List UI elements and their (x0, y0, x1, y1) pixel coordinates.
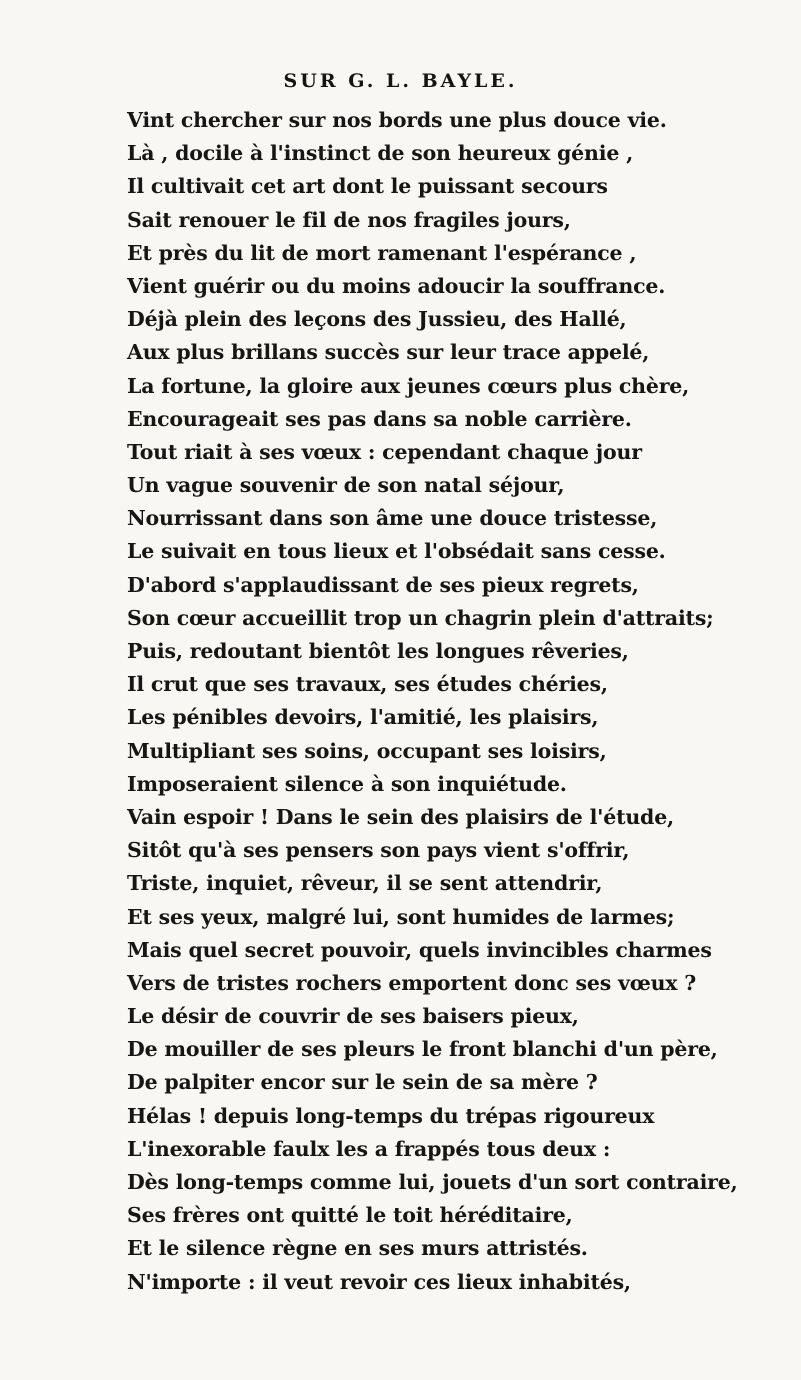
verse-line: N'importe : il veut revoir ces lieux inhabités, (127, 1269, 631, 1294)
verse-line: Mais quel secret pouvoir, quels invincibles charmes (127, 937, 712, 962)
verse-line: De palpiter encor sur le sein de sa mère ? (127, 1070, 598, 1095)
verse-line: La fortune, la gloire aux jeunes cœurs plus chère, (127, 373, 690, 398)
verse-line: Vers de tristes rochers emportent donc ses vœux ? (127, 970, 697, 995)
verse-line: Là , docile à l'instinct de son heureux génie , (127, 141, 634, 166)
verse-line: Le désir de couvrir de ses baisers pieux, (127, 1004, 579, 1029)
verse-line: Et ses yeux, malgré lui, sont humides de larmes; (127, 904, 675, 929)
verse-line: Vain espoir ! Dans le sein des plaisirs de l'étude, (127, 804, 674, 829)
verse-line: Déjà plein des leçons des Jussieu, des Hallé, (127, 307, 627, 332)
verse-line: Il crut que ses travaux, ses études chéries, (127, 672, 608, 697)
verse-line: De mouiller de ses pleurs le front blanchi d'un père, (127, 1037, 718, 1062)
verse-line: Sitôt qu'à ses pensers son pays vient s'offrir, (127, 838, 630, 863)
verse-line: Hélas ! depuis long-temps du trépas rigoureux (127, 1103, 655, 1128)
verse-line: Encourageait ses pas dans sa noble carrière. (127, 406, 632, 431)
verse-line: Vient guérir ou du moins adoucir la souffrance. (127, 273, 666, 298)
verse-line: D'abord s'applaudissant de ses pieux regrets, (127, 572, 639, 597)
verse-line: Multipliant ses soins, occupant ses loisirs, (127, 738, 607, 763)
verse-line: Dès long-temps comme lui, jouets d'un sort contraire, (127, 1170, 738, 1194)
verse-line: Puis, redoutant bientôt les longues rêveries, (127, 639, 629, 663)
verse-line: Le suivait en tous lieux et l'obsédait sans cesse. (127, 539, 666, 564)
verse-line: Triste, inquiet, rêveur, il se sent attendrir, (127, 871, 603, 896)
verse-line: Vint chercher sur nos bords une plus douce vie. (127, 108, 667, 132)
verse-line: Tout riait à ses vœux : cependant chaque jour (127, 439, 642, 464)
verse-line: Et près du lit de mort ramenant l'espérance , (127, 240, 637, 265)
verse-line: Et le silence règne en ses murs attristés. (127, 1236, 588, 1261)
running-head: SUR G. L. BAYLE. (283, 70, 518, 92)
verse-line: Imposeraient silence à son inquiétude. (127, 771, 567, 796)
verse-line: Ses frères ont quitté le toit héréditaire, (127, 1203, 573, 1228)
poem-verses (127, 104, 787, 1299)
verse-line: L'inexorable faulx les a frappés tous deux : (127, 1136, 611, 1161)
verse-line: Aux plus brillans succès sur leur trace appelé, (127, 340, 650, 365)
verse-line: Les pénibles devoirs, l'amitié, les plaisirs, (127, 705, 599, 730)
verse-line: Sait renouer le fil de nos fragiles jours, (127, 207, 571, 232)
verse-line: Un vague souvenir de son natal séjour, (127, 473, 565, 498)
verse-line: Il cultivait cet art dont le puissant secours (127, 174, 608, 199)
verse-line: Nourrissant dans son âme une douce tristesse, (127, 506, 658, 531)
verse-line: Son cœur accueillit trop un chagrin plein d'attraits; (127, 605, 714, 630)
